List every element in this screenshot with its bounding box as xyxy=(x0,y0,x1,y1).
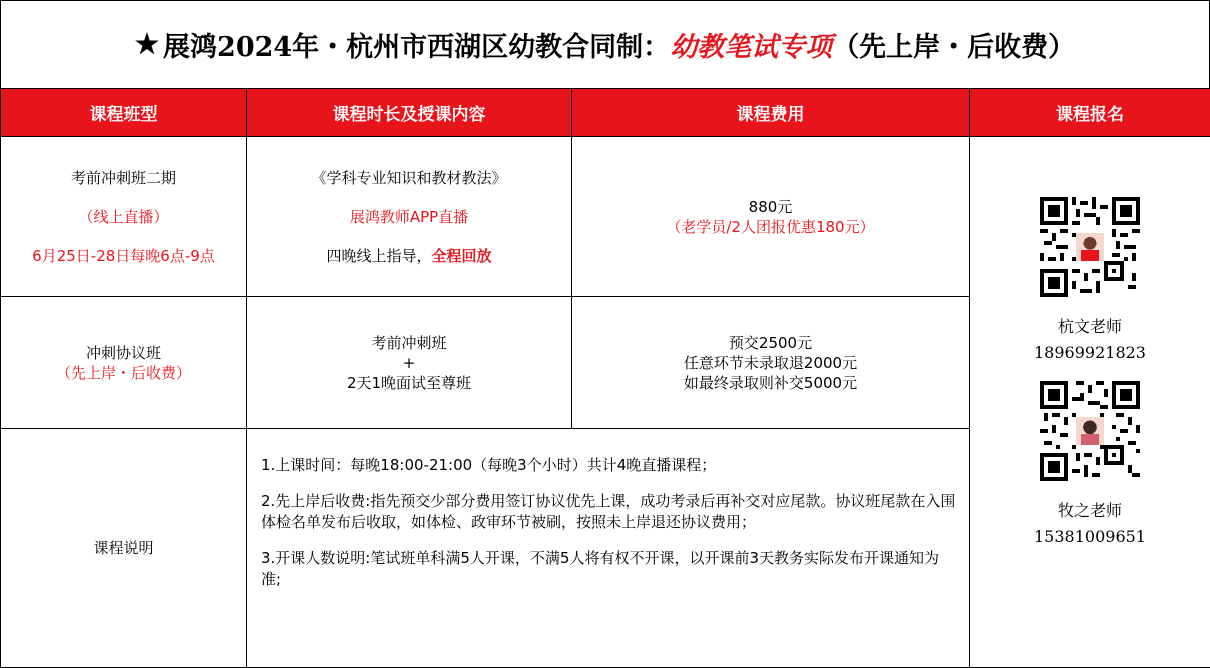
header-course-type: 课程班型 xyxy=(1,89,247,137)
course-fee: 880元 xyxy=(572,197,969,217)
note-item: 3.开课人数说明:笔试班单科满5人开课，不满5人将有权不开课，以开课前3天教务实际发布开课通知为准; xyxy=(257,548,959,590)
note-item: 2.先上岸后收费:指先预交少部分费用签订协议优先上课，成功考录后再补交对应尾款。协议班尾款在入围体检名单发布后收取，如体检、政审环节被刷，按照未上岸退还协议费用； xyxy=(257,491,959,533)
course-type-cell xyxy=(1,297,247,429)
title-prefix: 展鸿2024年・杭州市西湖区幼教合同制： xyxy=(163,25,670,64)
course-guidance-text: 四晚线上指导， xyxy=(326,247,431,265)
course-type-mode: （先上岸・后收费） xyxy=(1,363,246,383)
course-fee-line: 预交2500元 xyxy=(572,333,969,353)
registration-cell xyxy=(970,137,1210,668)
star-icon: ★ xyxy=(135,29,159,60)
course-subject: 《学科专业知识和教材教法》 xyxy=(247,168,571,188)
course-notes-cell xyxy=(247,429,970,668)
note-item: 1.上课时间：每晚18:00-21:00（每晚3个小时）共计4晚直播课程； xyxy=(257,455,959,476)
course-content-line: 2天1晚面试至尊班 xyxy=(247,373,571,393)
header-course-fee: 课程费用 xyxy=(572,89,970,137)
course-guidance xyxy=(247,246,571,266)
teacher-phone: 15381009651 xyxy=(1034,527,1146,547)
course-type-name: 考前冲刺班二期 xyxy=(1,168,246,188)
title-suffix: （先上岸・后收费） xyxy=(832,25,1075,64)
course-fee-cell xyxy=(572,297,970,429)
teacher-card xyxy=(970,197,1210,363)
course-fee-line: 任意环节未录取退2000元 xyxy=(572,353,969,373)
qr-code-icon[interactable] xyxy=(1040,381,1140,481)
course-platform: 展鸿教师APP直播 xyxy=(247,207,571,227)
qr-code-icon[interactable] xyxy=(1040,197,1140,297)
course-fee-cell xyxy=(572,137,970,297)
course-replay: 全程回放 xyxy=(432,247,492,265)
header-course-content: 课程时长及授课内容 xyxy=(247,89,572,137)
course-type-name: 冲刺协议班 xyxy=(1,343,246,363)
page-title xyxy=(0,0,1210,88)
course-content-cell xyxy=(247,297,572,429)
teacher-name: 牧之老师 xyxy=(1058,501,1122,521)
teacher-name: 杭文老师 xyxy=(1058,317,1122,337)
course-type-cell xyxy=(1,137,247,297)
course-type-mode: （线上直播） xyxy=(1,207,246,227)
course-table xyxy=(0,88,1210,668)
title-highlight: 幼教笔试专项 xyxy=(670,25,832,64)
table-header-row xyxy=(1,89,1210,137)
course-discount: （老学员/2人团报优惠180元） xyxy=(572,217,969,237)
header-course-register: 课程报名 xyxy=(970,89,1210,137)
course-notes-label: 课程说明 xyxy=(1,429,247,668)
table-row xyxy=(1,137,1210,297)
course-content-plus: + xyxy=(247,353,571,373)
course-fee-line: 如最终录取则补交5000元 xyxy=(572,373,969,393)
course-content-line: 考前冲刺班 xyxy=(247,333,571,353)
teacher-phone: 18969921823 xyxy=(1034,343,1146,363)
course-type-date: 6月25日-28日每晚6点-9点 xyxy=(1,246,246,266)
course-content-cell xyxy=(247,137,572,297)
teacher-card xyxy=(970,381,1210,547)
